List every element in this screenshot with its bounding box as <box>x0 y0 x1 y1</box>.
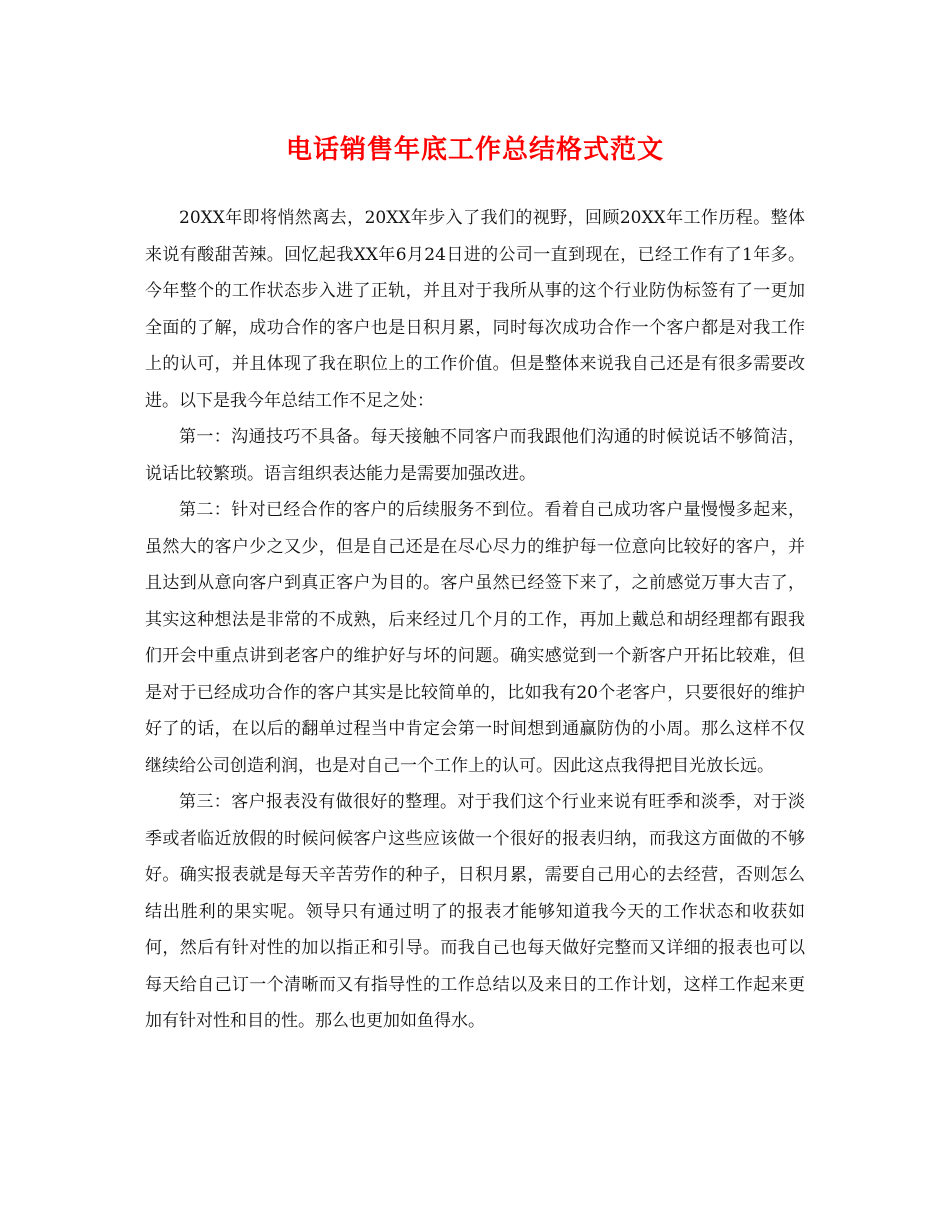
paragraph-point-1: 第一：沟通技巧不具备。每天接触不同客户而我跟他们沟通的时候说话不够简洁，说话比较繁琐。语言组织表达能力是需要加强改进。 <box>145 427 805 484</box>
document-title: 电话销售年底工作总结格式范文 <box>285 135 664 165</box>
document-body <box>145 200 805 1040</box>
paragraph-point-2: 第二：针对已经合作的客户的后续服务不到位。看着自己成功客户量慢慢多起来，虽然大的客户少之又少，但是自己还是在尽心尽力的维护每一位意向比较好的客户，并且达到从意向客户到真正客户为目的。客户虽然已经签下来了，之前感觉万事大吉了，其实这种想法是非常的不成熟，后来经过几个月的工作，再加上戴总和胡经理都有跟我们开会中重点讲到老客户的维护好与坏的问题。确实感觉到一个新客户开拓比较难，但是对于已经成功合作的客户其实是比较简单的，比如我有20个老客户，只要很好的维护好了的话，在以后的翻单过程当中肯定会第一时间想到通赢防伪的小周。那么这样不仅继续给公司创造利润，也是对自己一个工作上的认可。因此这点我得把目光放长远。 <box>145 500 805 776</box>
paragraph-point-3: 第三：客户报表没有做很好的整理。对于我们这个行业来说有旺季和淡季，对于淡季或者临近放假的时候问候客户这些应该做一个很好的报表归纳，而我这方面做的不够好。确实报表就是每天辛苦劳作的种子，日积月累，需要自己用心的去经营，否则怎么结出胜利的果实呢。领导只有通过明了的报表才能够知道我今天的工作状态和收获如何，然后有针对性的加以指正和引导。而我自己也每天做好完整而又详细的报表也可以每天给自己订一个清晰而又有指导性的工作总结以及来日的工作计划，这样工作起来更加有针对性和目的性。那么也更加如鱼得水。 <box>145 792 805 1031</box>
paragraph-intro: 20XX年即将悄然离去，20XX年步入了我们的视野，回顾20XX年工作历程。整体来说有酸甜苦辣。回忆起我XX年6月24日进的公司一直到现在，已经工作有了1年多。今年整个的工作状态步入进了正轨，并且对于我所从事的这个行业防伪标签有了一更加全面的了解，成功合作的客户也是日积月累，同时每次成功合作一个客户都是对我工作上的认可，并且体现了我在职位上的工作价值。但是整体来说我自己还是有很多需要改进。以下是我今年总结工作不足之处： <box>145 208 805 411</box>
